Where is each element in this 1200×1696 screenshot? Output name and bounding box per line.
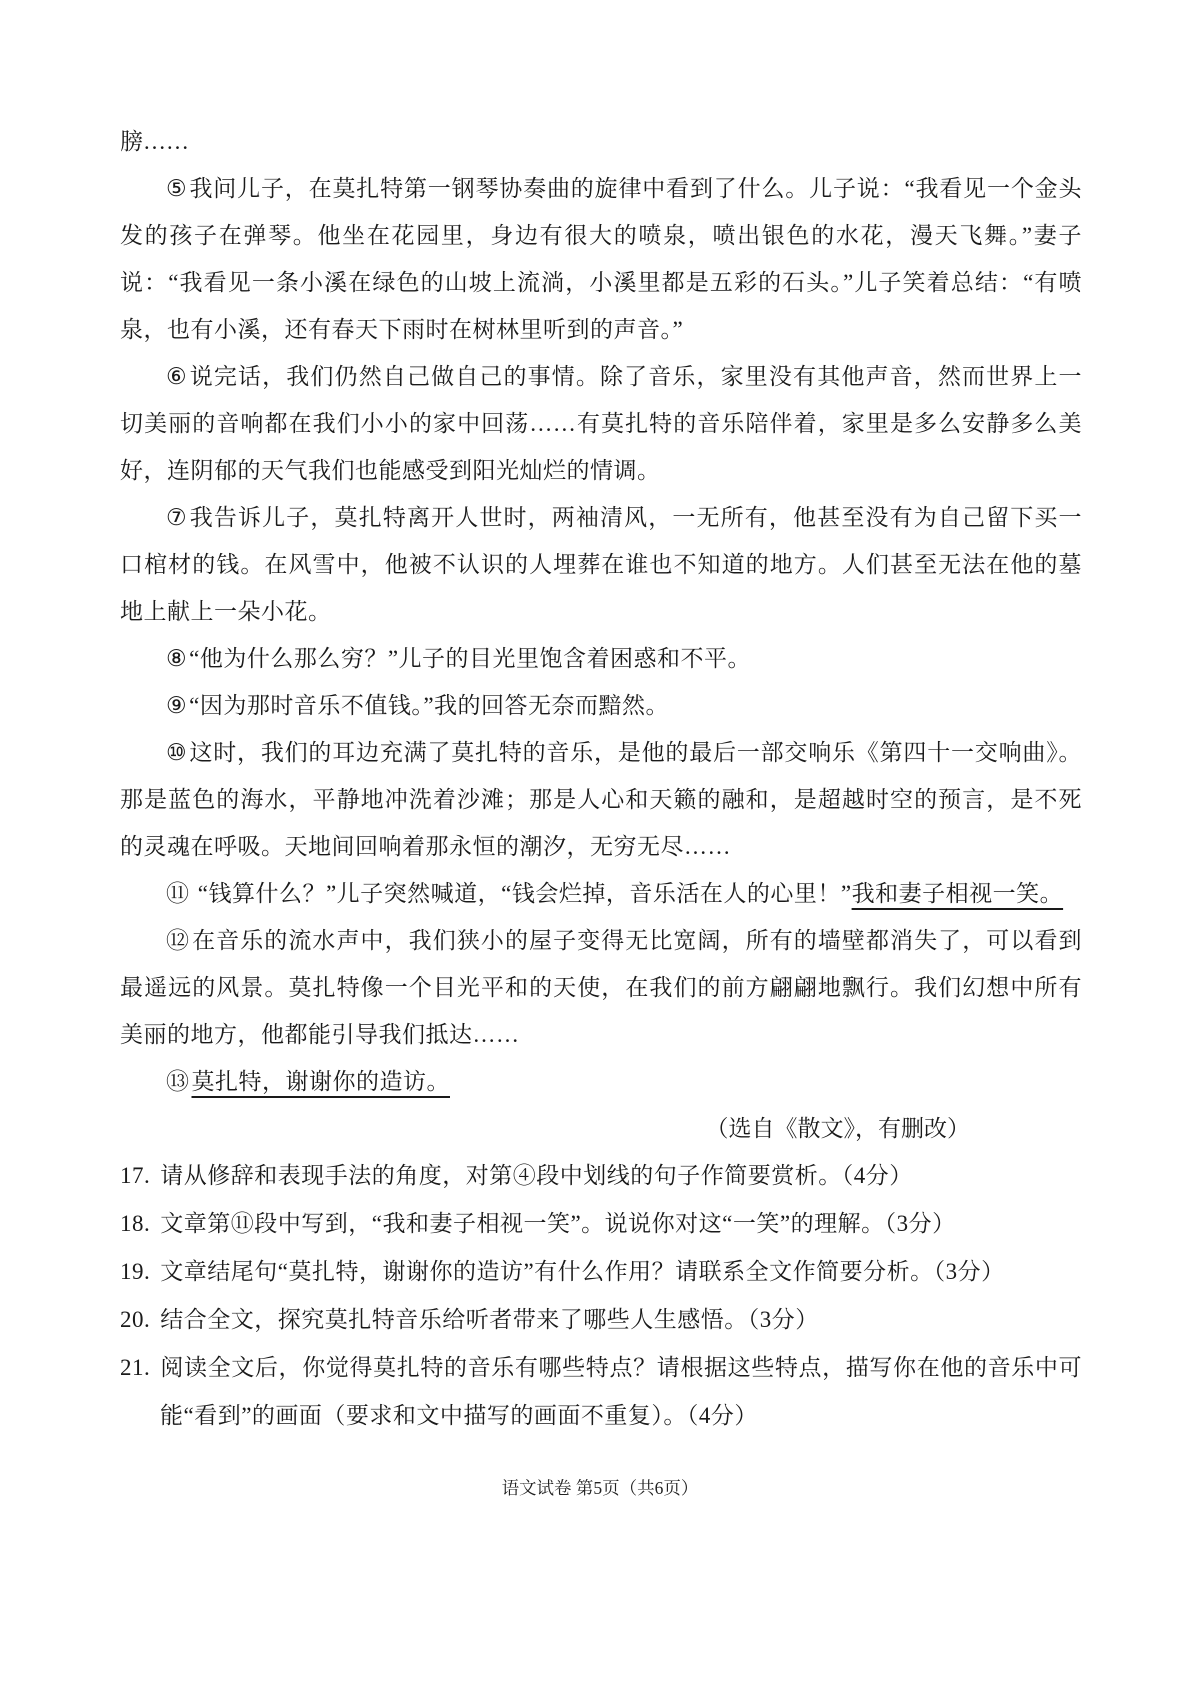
page-footer: 语文试卷 第5页（共6页） bbox=[501, 1478, 699, 1498]
passage-paragraph bbox=[120, 353, 1082, 494]
paragraph-number: ⑧ bbox=[166, 646, 188, 671]
passage-continuation-fragment: 膀…… bbox=[120, 129, 189, 154]
paragraph-number: ⑤ bbox=[166, 176, 188, 201]
paragraph-text: 在音乐的流水声中，我们狭小的屋子变得无比宽阔，所有的墙壁都消失了，可以看到最遥远的风景。莫扎特像一个目光平和的天使，在我们的前方翩翩地飘行。我们幻想中所有美丽的地方，他都能引导我们抵达…… bbox=[120, 928, 1083, 1047]
question-number: 20. bbox=[120, 1307, 151, 1332]
question-item bbox=[120, 1296, 1082, 1344]
passage-paragraph bbox=[120, 729, 1082, 870]
passage-paragraph bbox=[120, 165, 1082, 353]
question-number: 21. bbox=[120, 1355, 151, 1380]
question-number: 17. bbox=[120, 1163, 151, 1188]
paragraph-number: ⑫ bbox=[166, 928, 191, 953]
passage-paragraph bbox=[120, 917, 1082, 1058]
underlined-text: 我和妻子相视一笑。 bbox=[851, 881, 1064, 906]
paragraph-text: “他为什么那么穷？”儿子的目光里饱含着困惑和不平。 bbox=[189, 646, 752, 671]
paragraph-number: ⑬ bbox=[166, 1069, 190, 1094]
passage-source: （选自《散文》，有删改） bbox=[705, 1116, 970, 1141]
paragraph-number: ⑪ bbox=[166, 881, 190, 906]
paragraph-text: “因为那时音乐不值钱。”我的回答无奈而黯然。 bbox=[189, 693, 670, 718]
question-number: 18. bbox=[120, 1211, 151, 1236]
paragraph-text: 这时，我们的耳边充满了莫扎特的音乐，是他的最后一部交响乐《第四十一交响曲》。那是蓝色的海水，平静地冲洗着沙滩；那是人心和天籁的融和，是超越时空的预言，是不死的灵魂在呼吸。天地间回响着那永恒的潮汐，无穷无尽…… bbox=[120, 740, 1082, 859]
paragraph-text: 我问儿子，在莫扎特第一钢琴协奏曲的旋律中看到了什么。儿子说：“我看见一个金头发的孩子在弹琴。他坐在花园里，身边有很大的喷泉，喷出银色的水花，漫天飞舞。”妻子说：“我看见一条小溪在绿色的山坡上流淌，小溪里都是五彩的石头。”儿子笑着总结：“有喷泉，也有小溪，还有春天下雨时在树林里听到的声音。” bbox=[120, 176, 1082, 342]
paragraph-text: “钱算什么？”儿子突然喊道，“钱会烂掉，音乐活在人的心里！” bbox=[191, 881, 852, 906]
question-item bbox=[120, 1248, 1082, 1296]
question-number: 19. bbox=[120, 1259, 151, 1284]
question-item bbox=[120, 1152, 1082, 1200]
question-text: 结合全文，探究莫扎特音乐给听者带来了哪些人生感悟。（3分） bbox=[160, 1307, 819, 1332]
question-item bbox=[120, 1344, 1082, 1440]
question-text: 文章结尾句“莫扎特，谢谢你的造访”有什么作用？请联系全文作简要分析。（3分） bbox=[160, 1259, 1005, 1284]
question-list bbox=[120, 1152, 1082, 1440]
paragraph-number: ⑩ bbox=[166, 740, 188, 765]
paragraph-number: ⑦ bbox=[166, 505, 188, 530]
passage-paragraph bbox=[120, 682, 1082, 729]
passage-paragraph bbox=[120, 1058, 1082, 1105]
paragraph-text: 我告诉儿子，莫扎特离开人世时，两袖清风，一无所有，他甚至没有为自己留下买一口棺材的钱。在风雪中，他被不认识的人埋葬在谁也不知道的地方。人们甚至无法在他的墓地上献上一朵小花。 bbox=[120, 505, 1083, 624]
paragraph-number: ⑨ bbox=[166, 693, 188, 718]
question-text: 阅读全文后，你觉得莫扎特的音乐有哪些特点？请根据这些特点，描写你在他的音乐中可能“看到”的画面（要求和文中描写的画面不重复）。（4分） bbox=[160, 1355, 1082, 1428]
paragraph-number: ⑥ bbox=[166, 364, 188, 389]
question-text: 文章第⑪段中写到，“我和妻子相视一笑”。说说你对这“一笑”的理解。（3分） bbox=[160, 1211, 956, 1236]
passage-paragraph bbox=[120, 494, 1082, 635]
underlined-text: 莫扎特，谢谢你的造访。 bbox=[191, 1069, 450, 1094]
passage-paragraph bbox=[120, 635, 1082, 682]
question-text: 请从修辞和表现手法的角度，对第④段中划线的句子作简要赏析。（4分） bbox=[160, 1163, 913, 1188]
passage-paragraph bbox=[120, 870, 1082, 917]
question-item bbox=[120, 1200, 1082, 1248]
paragraph-text: 说完话，我们仍然自己做自己的事情。除了音乐，家里没有其他声音，然而世界上一切美丽的音响都在我们小小的家中回荡……有莫扎特的音乐陪伴着，家里是多么安静多么美好，连阴郁的天气我们也能感受到阳光灿烂的情调。 bbox=[120, 364, 1083, 483]
passage-body bbox=[120, 165, 1082, 1105]
